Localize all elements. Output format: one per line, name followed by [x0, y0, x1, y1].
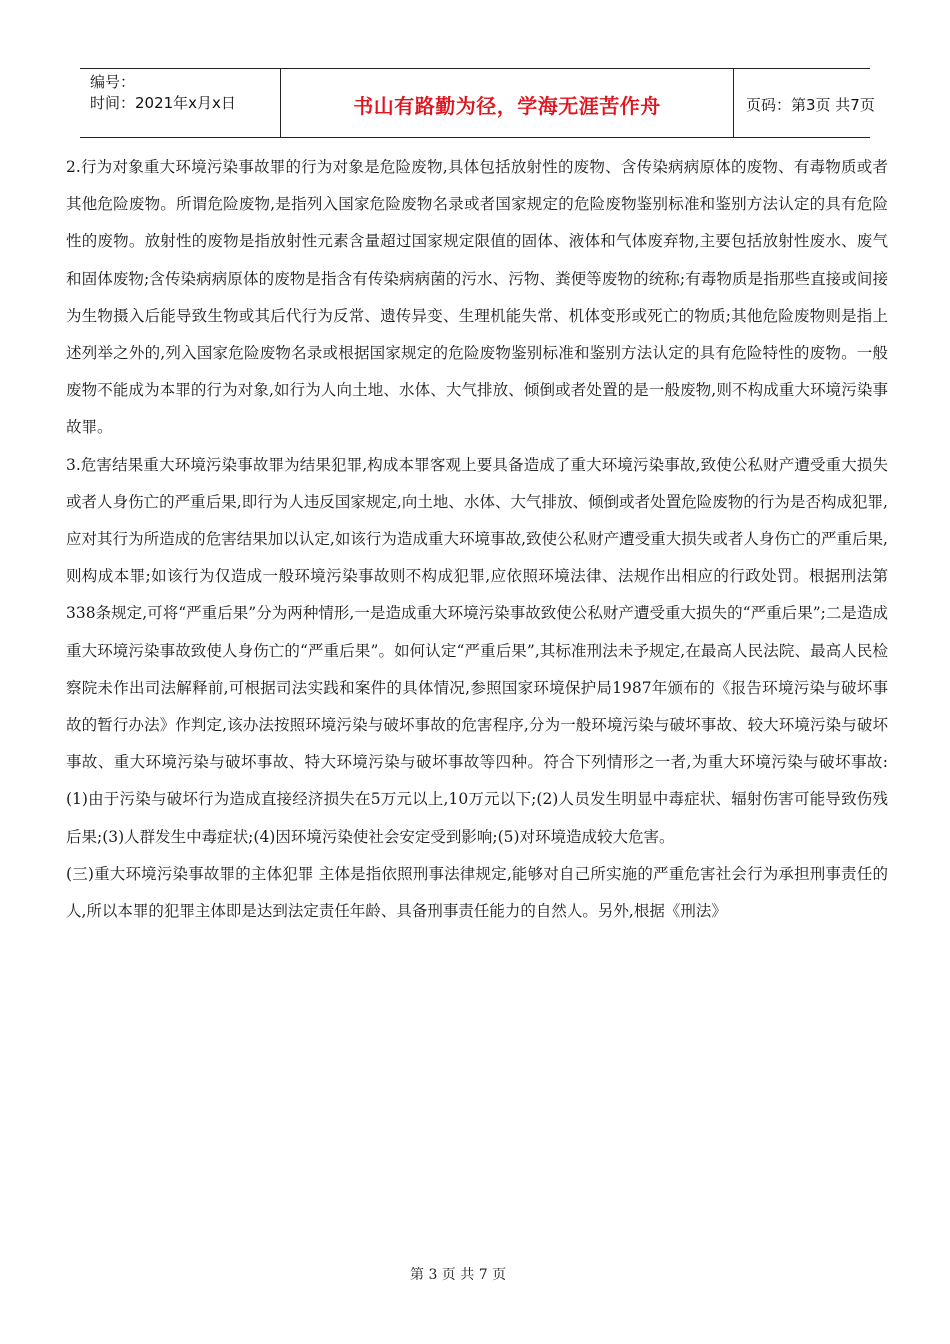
header-page-cell — [734, 69, 875, 137]
header-motto: 书山有路勤为径，学海无涯苦作舟 — [353, 94, 661, 118]
page-footer: 第 3 页 共 7 页 — [410, 1267, 507, 1283]
body-paragraph-crime-subject: (三)重大环境污染事故罪的主体犯罪 主体是指依照刑事法律规定,能够对自己所实施的严重危害社会行为承担刑事责任的人,所以本罪的犯罪主体即是达到法定责任年龄、具备刑事责任能力的自然人。另外,根据《刑法》 — [66, 864, 888, 921]
header-page-code: 页码：第3页 共7页 — [746, 96, 875, 114]
document-header — [80, 68, 875, 138]
body-paragraph-harm-result: 3.危害结果重大环境污染事故罪为结果犯罪,构成本罪客观上要具备造成了重大环境污染事故,致使公私财产遭受重大损失或者人身伤亡的严重后果,即行为人违反国家规定,向土地、水体、大气排放、倾倒或者处置危险废物的行为是否构成犯罪,应对其行为所造成的危害结果加以认定,如该行为造成重大环境事故,致使公私财产遭受重大损失或者人身伤亡的严重后果,则构成本罪;如该行为仅造成一般环境污染事故则不构成犯罪,应依照环境法律、法规作出相应的行政处罚。根据刑法第338条规定,可将“严重后果”分为两种情形,一是造成重大环境污染事故致使公私财产遭受重大损失的“严重后果”;二是造成重大环境污染事故致使人身伤亡的“严重后果”。如何认定“严重后果”,其标准刑法未予规定,在最高人民法院、最高人民检察院未作出司法解释前,可根据司法实践和案件的具体情况,参照国家环境保护局1987年颁布的《报告环境污染与破坏事故的暂行办法》作判定,该办法按照环境污染与破坏事故的危害程序,分为一般环境污染与破坏事故、较大环境污染与破坏事故、重大环境污染与破坏事故、特大环境污染与破坏事故等四种。符合下列情形之一者,为重大环境污染与破坏事故:(1)由于污染与破坏行为造成直接经济损失在5万元以上,10万元以下;(2)人员发生明显中毒症状、辐射伤害可能导致伤残后果;(3)人群发生中毒症状;(4)因环境污染使社会安定受到影响;(5)对环境造成较大危害。 — [66, 455, 888, 846]
document-number-label: 编号： — [90, 73, 136, 91]
document-time-label: 时间：2021年x月x日 — [90, 94, 236, 112]
document-body — [66, 149, 888, 930]
body-paragraph-behavior-object: 2.行为对象重大环境污染事故罪的行为对象是危险废物,具体包括放射性的废物、含传染病病原体的废物、有毒物质或者其他危险废物。所谓危险废物,是指列入国家危险废物名录或者国家规定的危险废物鉴别标准和鉴别方法认定的具有危险性的废物。放射性的废物是指放射性元素含量超过国家规定限值的固体、液体和气体废弃物,主要包括放射性废水、废气和固体废物;含传染病病原体的废物是指含有传染病病菌的污水、污物、粪便等废物的统称;有毒物质是指那些直接或间接为生物摄入后能导致生物或其后代行为反常、遗传异变、生理机能失常、机体变形或死亡的物质;其他危险废物则是指上述列举之外的,列入国家危险废物名录或根据国家规定的危险废物鉴别标准和鉴别方法认定的具有危险特性的废物。一般废物不能成为本罪的行为对象,如行为人向土地、水体、大气排放、倾倒或者处置的是一般废物,则不构成重大环境污染事故罪。 — [66, 158, 888, 437]
header-meta-cell — [80, 69, 280, 137]
header-motto-cell — [280, 69, 734, 137]
